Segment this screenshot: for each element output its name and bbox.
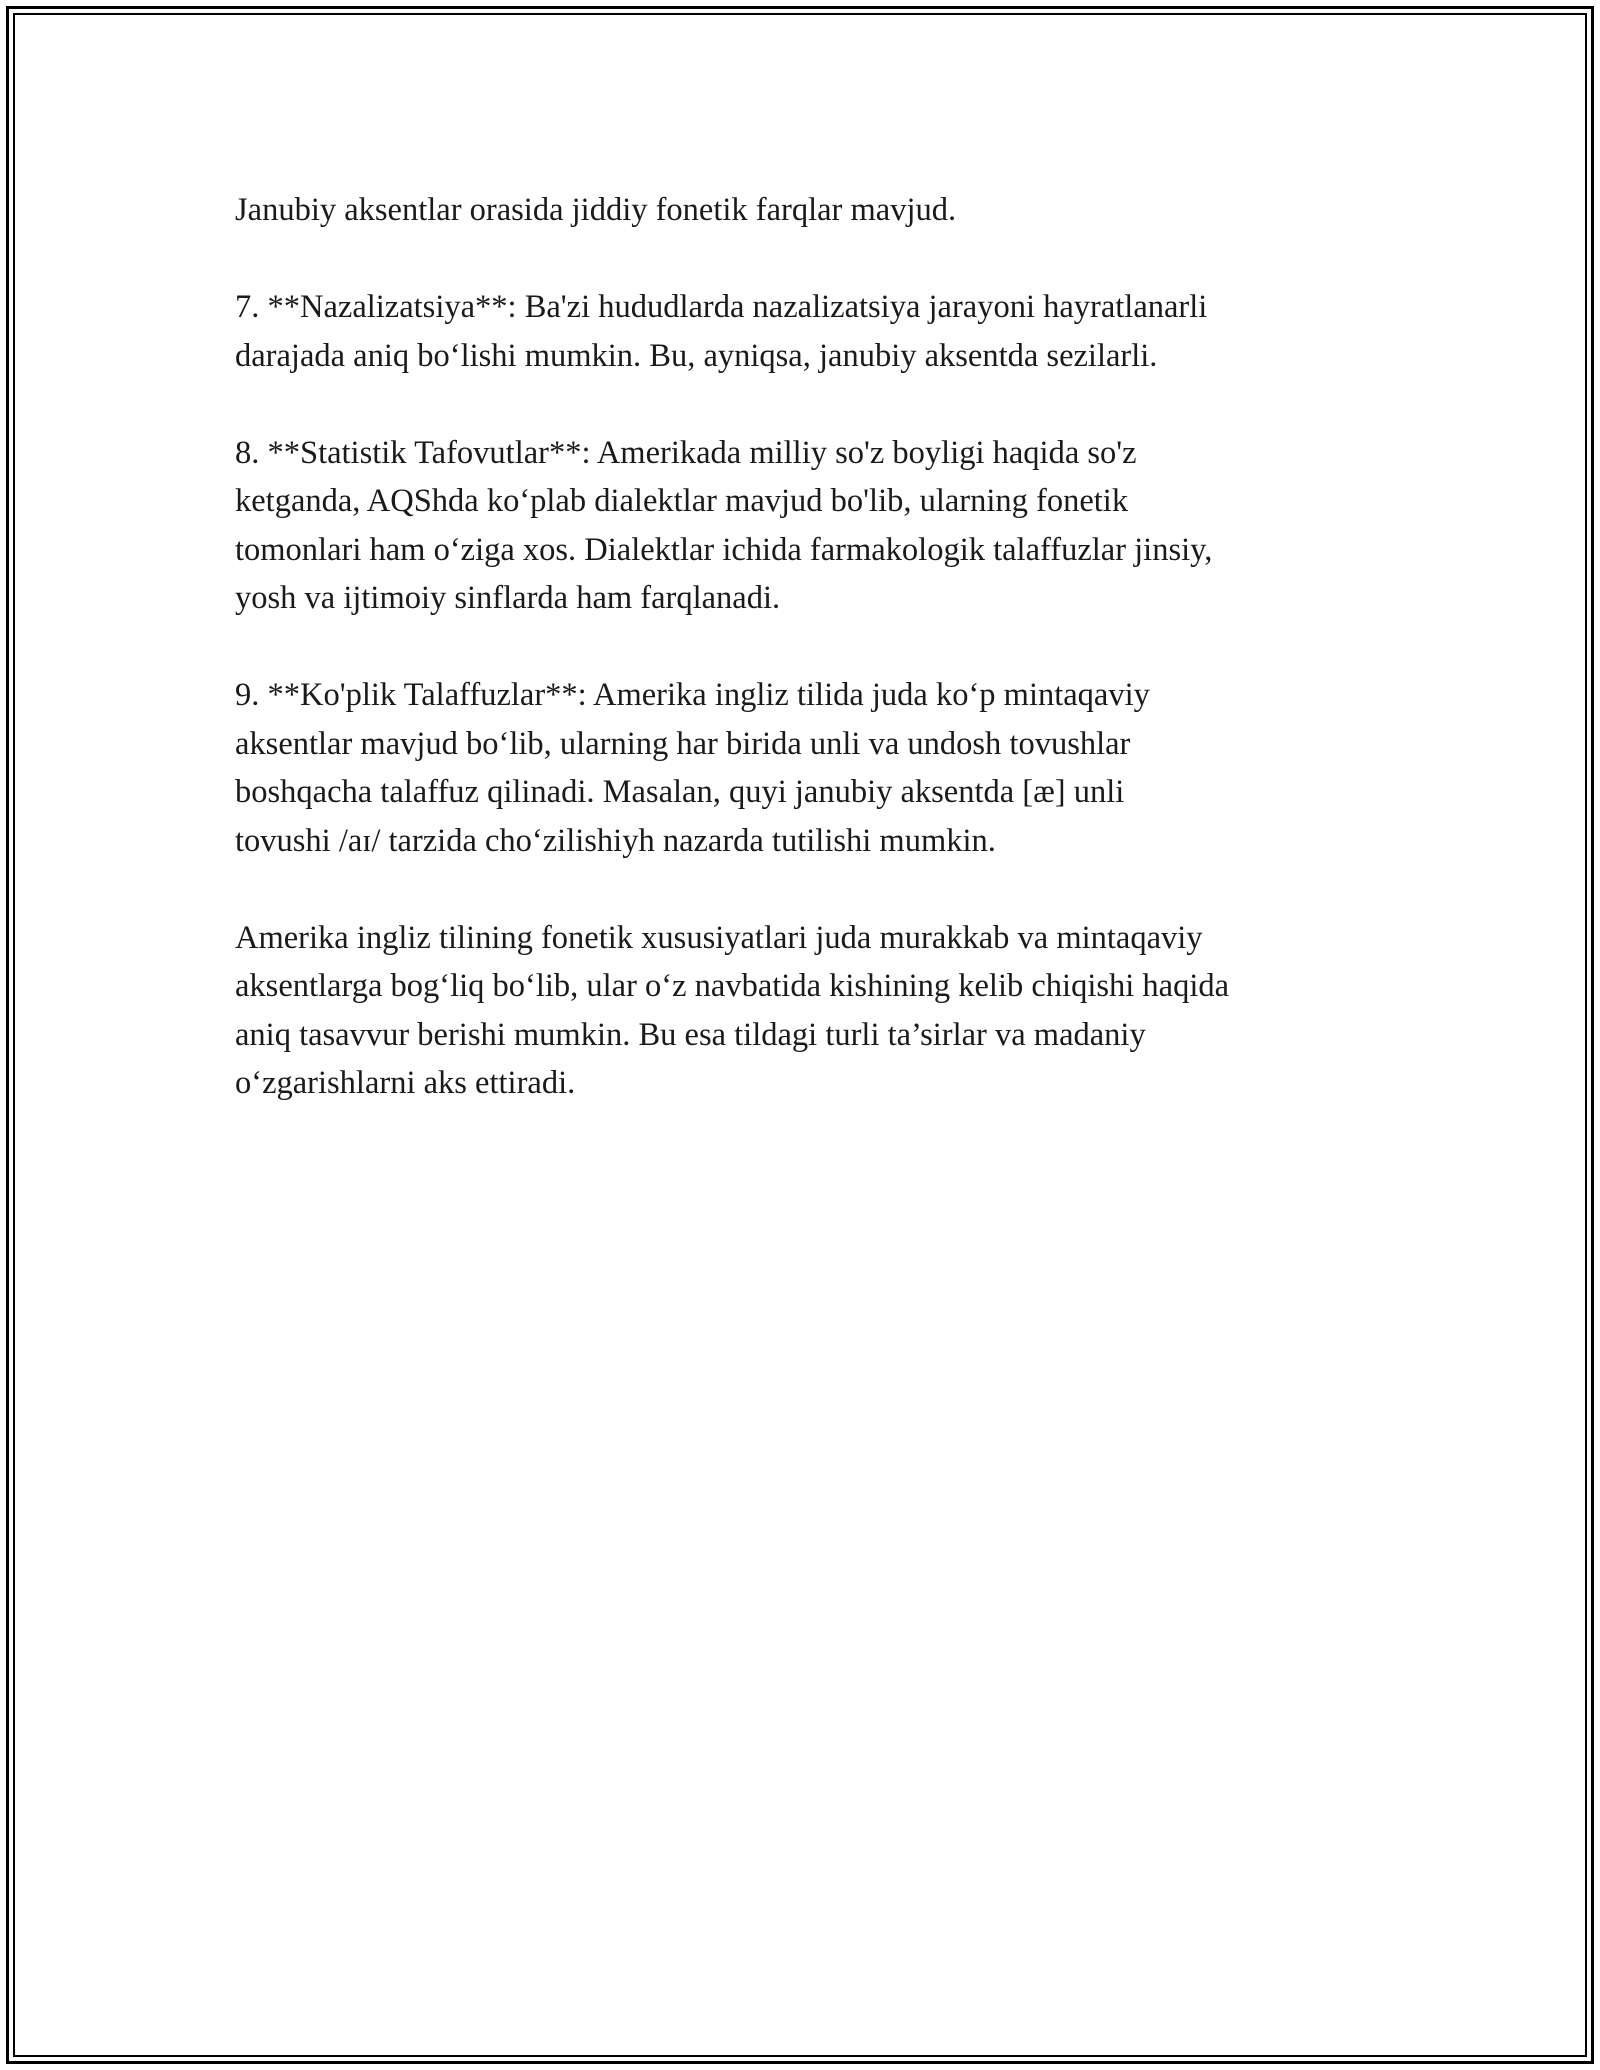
text-line: aksentlar mavjud bo‘lib, ularning har birida unli va undosh tovushlar: [235, 725, 1131, 762]
paragraph-item-8: [235, 429, 1375, 623]
text-line: 7. **Nazalizatsiya**: Ba'zi hududlarda nazalizatsiya jarayoni hayratlanarli: [235, 289, 1208, 325]
paragraph-conclusion: [235, 914, 1375, 1108]
text-line: o‘zgarishlarni aks ettiradi.: [235, 1065, 576, 1101]
text-line: aniq tasavvur berishi mumkin. Bu esa tildagi turli ta’sirlar va madaniy: [235, 1016, 1146, 1053]
paragraph-intro: [235, 186, 1375, 235]
paragraph-item-7: [235, 283, 1375, 380]
text-line: yosh va ijtimoiy sinflarda ham farqlanadi.: [235, 580, 781, 616]
text-line: boshqacha talaffuz qilinadi. Masalan, quyi janubiy aksentda [æ] unli: [235, 774, 1125, 810]
paragraph-item-9: [235, 671, 1375, 865]
text-line: 9. **Ko'plik Talaffuzlar**: Amerika ingliz tilida juda ko‘p mintaqaviy: [235, 677, 1150, 713]
text-line: 8. **Statistik Tafovutlar**: Amerikada milliy so'z boyligi haqida so'z: [235, 434, 1137, 471]
text-line: Janubiy aksentlar orasida jiddiy fonetik farqlar mavjud.: [235, 192, 957, 228]
text-line: tovushi /aɪ/ tarzida cho‘zilishiyh nazarda tutilishi mumkin.: [235, 822, 996, 859]
document-body: [235, 186, 1375, 1108]
text-line: ketganda, AQShda ko‘plab dialektlar mavjud bo'lib, ularning fonetik: [235, 483, 1129, 519]
text-line: Amerika ingliz tilining fonetik xususiyatlari juda murakkab va mintaqaviy: [235, 919, 1203, 956]
text-line: tomonlari ham o‘ziga xos. Dialektlar ichida farmakologik talaffuzlar jinsiy,: [235, 531, 1213, 568]
text-line: darajada aniq bo‘lishi mumkin. Bu, ayniqsa, janubiy aksentda sezilarli.: [235, 337, 1158, 374]
text-line: aksentlarga bog‘liq bo‘lib, ular o‘z navbatida kishining kelib chiqishi haqida: [235, 968, 1230, 1004]
